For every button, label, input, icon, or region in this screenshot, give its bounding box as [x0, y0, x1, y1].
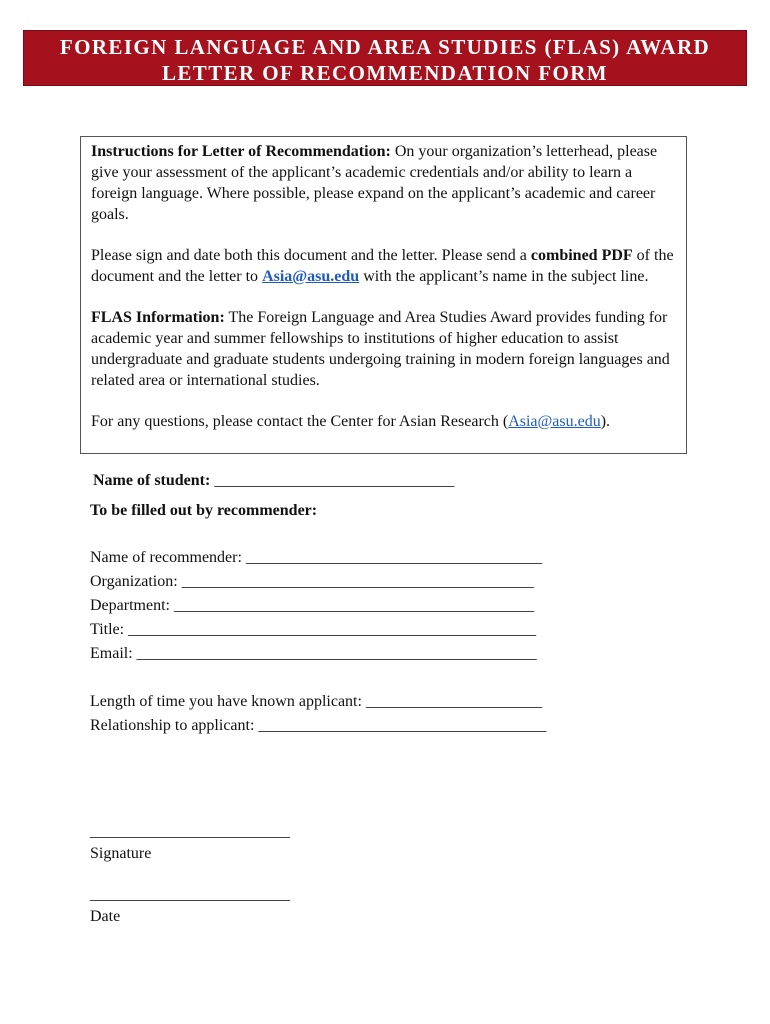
- length-known-blank[interactable]: ______________________: [365, 693, 542, 710]
- signature-blank[interactable]: _________________________: [90, 823, 290, 840]
- instructions-label: Instructions for Letter of Recommendation:: [91, 143, 391, 160]
- submission-email-link[interactable]: Asia@asu.edu: [262, 268, 360, 285]
- recommender-name-field[interactable]: [90, 546, 542, 570]
- relationship-label: Relationship to applicant:: [90, 717, 255, 734]
- organization-blank[interactable]: ____________________________________________: [181, 573, 534, 590]
- email-label: Email:: [90, 645, 133, 662]
- form-title-line-2: LETTER OF RECOMMENDATION FORM: [161, 61, 609, 85]
- recommender-heading: To be filled out by recommender:: [90, 502, 318, 519]
- organization-label: Organization:: [90, 573, 178, 590]
- length-known-field[interactable]: [90, 690, 542, 714]
- form-title-banner: [23, 30, 747, 86]
- flas-info-text: The Foreign Language and Area Studies Award provides funding for academic year and summer fellowships to institutions of higher education to assist undergraduate and graduate students undergoing training in modern foreign languages and related area or international studies.: [91, 309, 670, 389]
- relationship-field[interactable]: [90, 714, 546, 738]
- date-label: Date: [90, 908, 121, 925]
- date-blank[interactable]: _________________________: [90, 886, 290, 903]
- instructions-box: [80, 136, 687, 454]
- title-label: Title:: [90, 621, 125, 638]
- submission-text-a: Please sign and date both this document and the letter. Please send a: [91, 247, 531, 264]
- title-field[interactable]: [90, 618, 536, 642]
- contact-paragraph: [91, 411, 676, 432]
- recommender-name-label: Name of recommender:: [90, 549, 242, 566]
- instructions-text: On your organization’s letterhead, please give your assessment of the applicant’s academic credentials and/or ability to learn a foreign language. Where possible, please expand on the applicant’s academic and career goals.: [91, 143, 658, 223]
- recommender-name-blank[interactable]: _____________________________________: [245, 549, 542, 566]
- contact-text-b: ).: [600, 413, 611, 430]
- email-field[interactable]: [90, 642, 537, 666]
- student-name-blank[interactable]: ______________________________: [214, 472, 455, 489]
- contact-text-a: For any questions, please contact the Center for Asian Research (: [91, 413, 509, 430]
- signature-label: Signature: [90, 845, 152, 862]
- submission-text-b: of the document and the letter to: [91, 247, 674, 285]
- department-field[interactable]: [90, 594, 534, 618]
- email-blank[interactable]: __________________________________________________: [136, 645, 537, 662]
- department-blank[interactable]: _____________________________________________: [173, 597, 534, 614]
- contact-email-link[interactable]: Asia@asu.edu: [508, 413, 601, 430]
- length-known-label: Length of time you have known applicant:: [90, 693, 362, 710]
- flas-info-paragraph: [91, 307, 676, 391]
- title-blank[interactable]: ___________________________________________________: [128, 621, 537, 638]
- submission-paragraph: [91, 245, 676, 287]
- student-name-label: Name of student:: [93, 472, 211, 489]
- organization-field[interactable]: [90, 570, 534, 594]
- flas-info-label: FLAS Information:: [91, 309, 225, 326]
- instructions-paragraph: [91, 141, 676, 225]
- relationship-blank[interactable]: ____________________________________: [258, 717, 547, 734]
- combined-pdf-text: combined PDF: [530, 247, 633, 264]
- form-title-line-1: FOREIGN LANGUAGE AND AREA STUDIES (FLAS) AWARD: [59, 35, 711, 59]
- student-name-field[interactable]: [93, 469, 454, 493]
- submission-text-c: with the applicant’s name in the subject line.: [359, 268, 649, 285]
- department-label: Department:: [90, 597, 170, 614]
